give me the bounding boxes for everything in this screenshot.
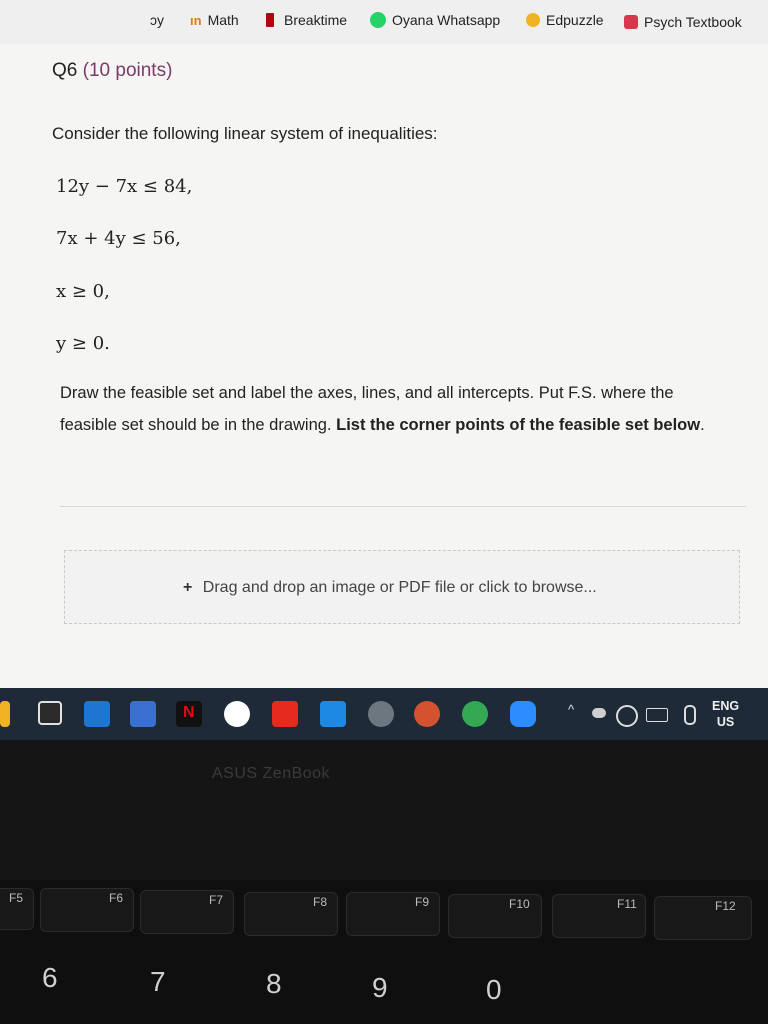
inequality-4: y ≥ 0. bbox=[56, 333, 110, 354]
bookmark-label: Math bbox=[207, 12, 239, 28]
inequality-2: 7x + 4y ≤ 56, bbox=[56, 228, 181, 249]
keyboard-icon[interactable] bbox=[646, 708, 668, 722]
key-f7 bbox=[140, 890, 234, 934]
key-label: F11 bbox=[617, 897, 637, 911]
bookmark-label: Psych Textbook bbox=[644, 14, 742, 30]
divider bbox=[60, 506, 746, 507]
chrome-icon[interactable] bbox=[462, 701, 488, 727]
key-label: F9 bbox=[415, 895, 430, 909]
calculator-icon[interactable] bbox=[38, 701, 62, 725]
cloud-icon[interactable] bbox=[592, 708, 606, 718]
bookmark-math[interactable] bbox=[190, 12, 239, 28]
key-f12 bbox=[654, 896, 752, 940]
bookmark-breaktime[interactable] bbox=[266, 12, 347, 28]
language-indicator[interactable] bbox=[712, 698, 739, 730]
question-points: (10 points) bbox=[82, 60, 173, 81]
key-9: 9 bbox=[372, 972, 388, 1003]
math-icon: ın bbox=[190, 12, 202, 28]
question-title bbox=[52, 60, 172, 82]
whatsapp-icon bbox=[370, 12, 386, 28]
lang-top: ENG bbox=[712, 699, 740, 713]
key-label: F7 bbox=[209, 893, 224, 907]
key-label: F12 bbox=[715, 899, 736, 913]
settings-icon[interactable] bbox=[368, 701, 394, 727]
key-f8 bbox=[244, 892, 338, 936]
file-upload-dropzone[interactable] bbox=[64, 550, 740, 624]
sync-icon[interactable] bbox=[616, 705, 638, 727]
instruction-bold: List the corner points of the feasible set below bbox=[336, 416, 701, 434]
key-f10 bbox=[448, 894, 542, 938]
inequality-3: x ≥ 0, bbox=[56, 281, 110, 302]
bookmark-whatsapp[interactable] bbox=[370, 12, 500, 28]
plus-icon: + bbox=[183, 579, 193, 596]
netflix-icon bbox=[266, 13, 274, 27]
chevron-up-icon[interactable]: ^ bbox=[568, 702, 575, 717]
acrobat-icon[interactable] bbox=[272, 701, 298, 727]
inequality-1: 12y − 7x ≤ 84, bbox=[56, 176, 193, 197]
windows-taskbar bbox=[0, 688, 768, 740]
upload-label: Drag and drop an image or PDF file or click to browse... bbox=[202, 579, 597, 596]
microphone-icon[interactable] bbox=[684, 705, 696, 725]
key-label: F8 bbox=[313, 895, 328, 909]
key-f9 bbox=[346, 892, 440, 936]
bookmark-label: Breaktime bbox=[284, 12, 348, 28]
key-f6 bbox=[40, 888, 134, 932]
upload-label-row bbox=[183, 579, 597, 597]
question-intro: Consider the following linear system of inequalities: bbox=[52, 124, 438, 143]
bookmark-psych[interactable] bbox=[624, 14, 742, 30]
key-label: F6 bbox=[109, 891, 124, 905]
file-explorer-icon[interactable] bbox=[0, 701, 10, 727]
brand-logo: ASUS ZenBook bbox=[212, 765, 331, 782]
laptop-keyboard bbox=[0, 880, 768, 1024]
question-instruction bbox=[60, 377, 720, 441]
key-6: 6 bbox=[42, 962, 58, 993]
lang-bottom: US bbox=[716, 715, 735, 729]
key-f11 bbox=[552, 894, 646, 938]
netflix-icon[interactable] bbox=[176, 701, 202, 727]
instruction-text: Draw the feasible set and label the axes, lines, and all intercepts. Put F.S. where the feasible set should be in the drawing. bbox=[60, 384, 674, 434]
textbook-icon bbox=[624, 15, 638, 29]
powerpoint-icon[interactable] bbox=[414, 701, 440, 727]
netflix-glyph: N bbox=[183, 704, 195, 721]
instruction-end: . bbox=[700, 416, 705, 434]
zoom-icon[interactable] bbox=[510, 701, 536, 727]
bookmarks-bar bbox=[0, 0, 768, 45]
bookmark-label: Edpuzzle bbox=[546, 12, 604, 28]
key-7: 7 bbox=[150, 966, 166, 997]
photos-icon[interactable] bbox=[320, 701, 346, 727]
laptop-bezel bbox=[0, 740, 768, 880]
app-icon[interactable] bbox=[130, 701, 156, 727]
key-label: F10 bbox=[509, 897, 530, 911]
key-0: 0 bbox=[486, 974, 502, 1005]
edpuzzle-icon bbox=[526, 13, 540, 27]
bookmark-label: ɔy bbox=[150, 12, 164, 28]
key-label: F5 bbox=[9, 891, 24, 905]
mail-icon[interactable] bbox=[84, 701, 110, 727]
bookmark-label: Oyana Whatsapp bbox=[392, 12, 501, 28]
question-panel bbox=[0, 44, 768, 688]
key-8: 8 bbox=[266, 968, 282, 999]
key-f5 bbox=[0, 888, 34, 930]
question-number: Q6 bbox=[52, 60, 78, 81]
bookmark-edpuzzle[interactable] bbox=[526, 12, 604, 28]
slack-icon[interactable] bbox=[224, 701, 250, 727]
bookmark-item[interactable] bbox=[150, 12, 164, 28]
